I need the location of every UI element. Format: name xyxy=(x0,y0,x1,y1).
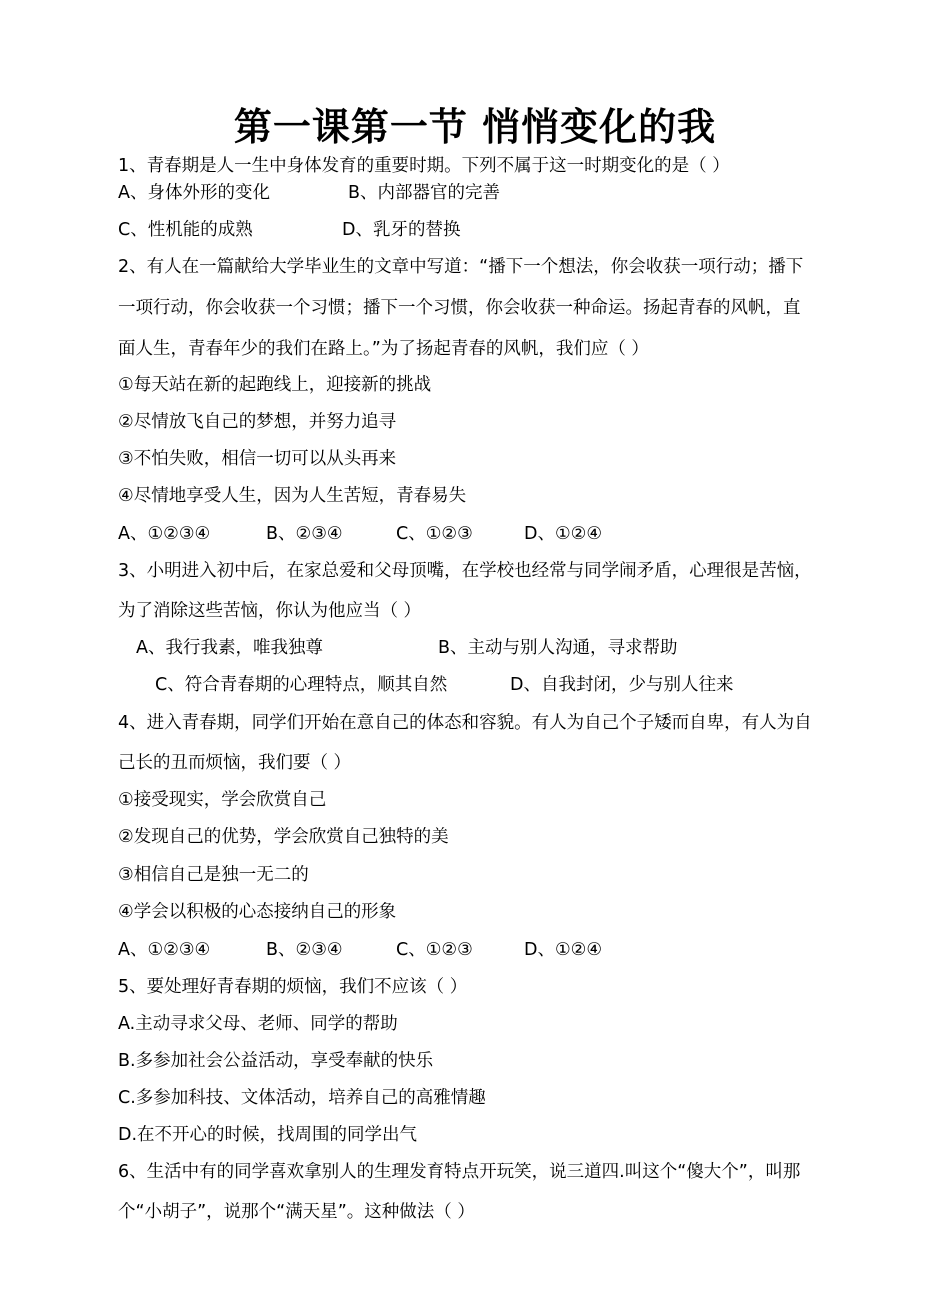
q1-options-row2 xyxy=(118,218,460,242)
q2-option-d: D、①②④ xyxy=(524,524,603,544)
q2-statement-3: ③不怕失败，相信一切可以从头再来 xyxy=(118,449,397,469)
q5-option-a: A.主动寻求父母、老师、同学的帮助 xyxy=(118,1014,398,1034)
q3-option-d: D、自我封闭，少与别人往来 xyxy=(510,675,734,695)
q3-stem-line2: 为了消除这些苦恼，你认为他应当（ ） xyxy=(118,601,422,621)
q4-stem-line2: 己长的丑而烦恼，我们要（ ） xyxy=(118,753,352,773)
q1-option-b: B、内部器官的完善 xyxy=(348,183,501,203)
q4-statement-2: ②发现自己的优势，学会欣赏自己独特的美 xyxy=(118,827,449,847)
q4-statement-4: ④学会以积极的心态接纳自己的形象 xyxy=(118,902,397,922)
q2-stem-line1: 2、有人在一篇献给大学毕业生的文章中写道：“播下一个想法，你会收获一项行动；播下 xyxy=(118,257,804,277)
q3-options-row1 xyxy=(136,636,678,660)
q5-option-c: C.多参加科技、文体活动，培养自己的高雅情趣 xyxy=(118,1088,486,1108)
q4-statement-1: ①接受现实，学会欣赏自己 xyxy=(118,790,327,810)
q2-stem-line2: 一项行动，你会收获一个习惯；播下一个习惯，你会收获一种命运。扬起青春的风帆，直 xyxy=(118,298,801,318)
q4-option-a: A、①②③④ xyxy=(118,940,211,960)
q4-option-c: C、①②③ xyxy=(396,940,473,960)
q6-stem-line1: 6、生活中有的同学喜欢拿别人的生理发育特点开玩笑，说三道四.叫这个“傻大个”，叫那 xyxy=(118,1162,801,1182)
q2-stem-line3: 面人生，青春年少的我们在路上。”为了扬起青春的风帆，我们应（ ） xyxy=(118,339,649,359)
q1-option-a: A、身体外形的变化 xyxy=(118,183,270,203)
q2-statement-1: ①每天站在新的起跑线上，迎接新的挑战 xyxy=(118,375,432,395)
q5-option-b: B.多参加社会公益活动，享受奉献的快乐 xyxy=(118,1051,434,1071)
q2-option-b: B、②③④ xyxy=(266,524,343,544)
q2-option-a: A、①②③④ xyxy=(118,524,211,544)
q1-option-d: D、乳牙的替换 xyxy=(342,220,461,240)
q6-stem-line2: 个“小胡子”，说那个“满天星”。这种做法（ ） xyxy=(118,1202,475,1222)
q2-statement-4: ④尽情地享受人生，因为人生苦短，青春易失 xyxy=(118,486,467,506)
q2-statement-2: ②尽情放飞自己的梦想，并努力追寻 xyxy=(118,412,397,432)
q2-option-c: C、①②③ xyxy=(396,524,473,544)
q3-option-c: C、符合青春期的心理特点，顺其自然 xyxy=(155,675,448,695)
q3-stem-line1: 3、小明进入初中后，在家总爱和父母顶嘴，在学校也经常与同学闹矛盾，心理很是苦恼， xyxy=(118,561,812,581)
q4-option-d: D、①②④ xyxy=(524,940,603,960)
q3-options-row2 xyxy=(155,673,733,697)
q4-option-b: B、②③④ xyxy=(266,940,343,960)
q1-options-row1 xyxy=(118,181,500,205)
q4-stem-line1: 4、进入青春期，同学们开始在意自己的体态和容貌。有人为自己个子矮而自卑，有人为自 xyxy=(118,713,812,733)
q1-stem: 1、青春期是人一生中身体发育的重要时期。下列不属于这一时期变化的是（ ） xyxy=(118,156,730,176)
q5-stem: 5、要处理好青春期的烦恼，我们不应该（ ） xyxy=(118,977,468,997)
q5-option-d: D.在不开心的时候，找周围的同学出气 xyxy=(118,1125,418,1145)
q4-options xyxy=(118,938,602,962)
q1-option-c: C、性机能的成熟 xyxy=(118,220,253,240)
q3-option-b: B、主动与别人沟通，寻求帮助 xyxy=(438,638,678,658)
q2-options xyxy=(118,522,602,546)
q3-option-a: A、我行我素，唯我独尊 xyxy=(136,638,323,658)
q4-statement-3: ③相信自己是独一无二的 xyxy=(118,865,309,885)
page-title: 第一课第一节 悄悄变化的我 xyxy=(233,105,717,149)
